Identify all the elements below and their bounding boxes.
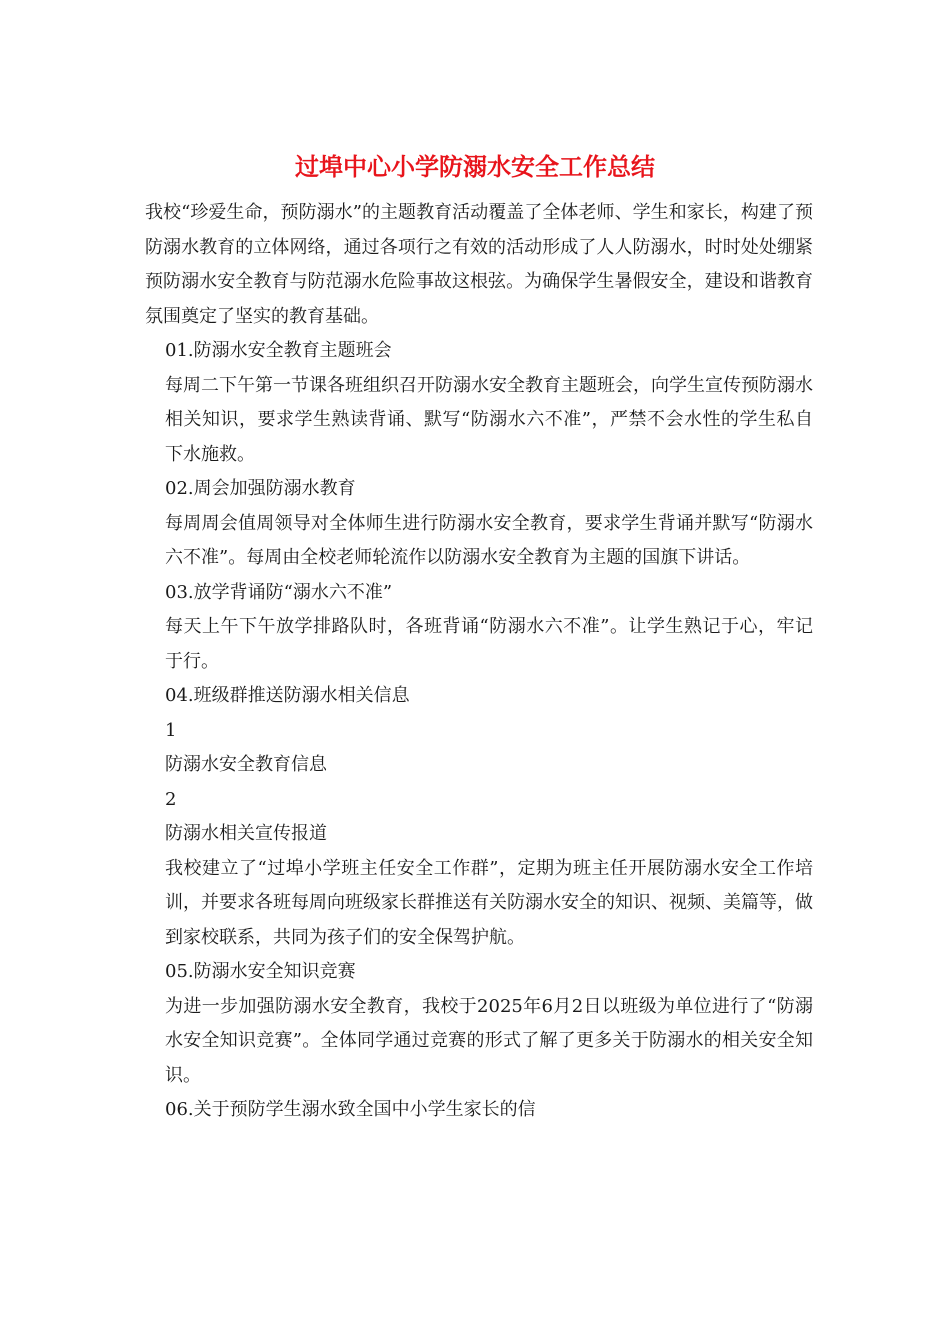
section-heading-06: 06.关于预防学生溺水致全国中小学生家长的信 <box>165 1099 536 1120</box>
section-body-05: 为进一步加强防溺水安全教育，我校于2025年6月2日以班级为单位进行了“防溺水安全知识竞赛”。全体同学通过竞赛的形式了解了更多关于防溺水的相关安全知识。 <box>165 995 813 1086</box>
section-body-02: 每周周会值周领导对全体师生进行防溺水安全教育，要求学生背诵并默写“防溺水六不准”。每周由全校老师轮流作以防溺水安全教育为主题的国旗下讲话。 <box>165 512 813 568</box>
section-heading-04: 04.班级群推送防溺水相关信息 <box>165 685 410 706</box>
sub-item-text-1: 防溺水安全教育信息 <box>165 754 327 775</box>
section-heading-01: 01.防溺水安全教育主题班会 <box>165 340 392 361</box>
document-title: 过埠中心小学防溺水安全工作总结 <box>295 152 655 181</box>
section-body-01: 每周二下午第一节课各班组织召开防溺水安全教育主题班会，向学生宣传预防溺水相关知识，要求学生熟读背诵、默写“防溺水六不准”，严禁不会水性的学生私自下水施救。 <box>165 374 813 465</box>
sub-item-number-2: 2 <box>165 788 177 810</box>
section-body-03: 每天上午下午放学排路队时，各班背诵“防溺水六不准”。让学生熟记于心，牢记于行。 <box>165 616 813 672</box>
section-heading-03: 03.放学背诵防“溺水六不准” <box>165 581 393 603</box>
sub-item-text-2: 防溺水相关宣传报道 <box>165 823 327 844</box>
document-body <box>145 196 813 1128</box>
section-heading-05: 05.防溺水安全知识竞赛 <box>165 961 356 982</box>
section-heading-02: 02.周会加强防溺水教育 <box>165 478 356 499</box>
intro-paragraph: 我校“珍爱生命，预防溺水”的主题教育活动覆盖了全体老师、学生和家长，构建了预防溺水教育的立体网络，通过各项行之有效的活动形成了人人防溺水，时时处处绷紧预防溺水安全教育与防范溺水危险事故这根弦。为确保学生暑假安全，建设和谐教育氛围奠定了坚实的教育基础。 <box>145 202 813 327</box>
section-body-04: 我校建立了“过埠小学班主任安全工作群”，定期为班主任开展防溺水安全工作培训，并要求各班每周向班级家长群推送有关防溺水安全的知识、视频、美篇等，做到家校联系，共同为孩子们的安全保驾护航。 <box>165 857 813 948</box>
sub-item-number-1: 1 <box>165 719 177 741</box>
